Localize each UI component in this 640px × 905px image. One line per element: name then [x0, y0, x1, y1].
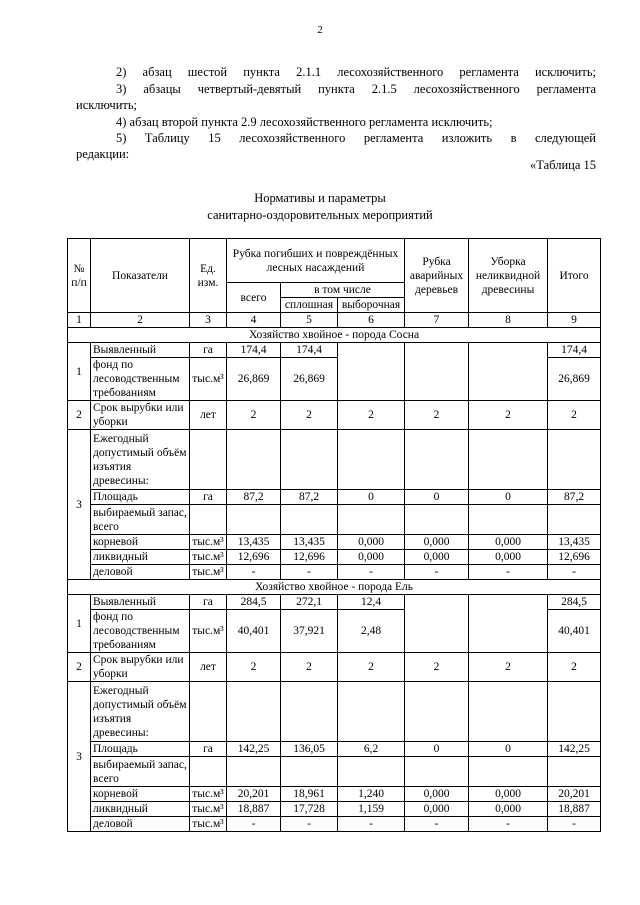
row-number: 2 [68, 653, 91, 682]
unit-cell: тыс.м³ [190, 550, 227, 565]
unit-cell: га [190, 742, 227, 757]
unit-cell: га [190, 343, 227, 358]
paragraph-5-line1: 5) Таблицу 15 лесохозяйственного регламента изложить в следующей [116, 131, 596, 145]
data-cell: 87,2 [281, 490, 338, 505]
data-cell: - [281, 817, 338, 832]
data-cell: 12,696 [548, 550, 601, 565]
data-cell: 20,201 [227, 787, 281, 802]
label-area: Площадь [91, 490, 190, 505]
data-cell: 0 [405, 742, 469, 757]
data-cell [338, 343, 405, 401]
data-cell: 1,240 [338, 787, 405, 802]
data-cell: 13,435 [548, 535, 601, 550]
col-number: 1 [68, 313, 91, 328]
data-cell: 142,25 [548, 742, 601, 757]
col-number: 5 [281, 313, 338, 328]
data-cell: - [548, 565, 601, 580]
data-cell: 2 [469, 401, 548, 430]
header-including: в том числе [281, 283, 405, 298]
unit-cell: тыс.м³ [190, 535, 227, 550]
row-number: 1 [68, 343, 91, 401]
data-cell: - [405, 817, 469, 832]
data-cell: 2 [338, 401, 405, 430]
data-cell: 0 [338, 490, 405, 505]
row-number: 3 [68, 682, 91, 832]
data-cell: 0,000 [469, 802, 548, 817]
data-cell: 37,921 [281, 610, 338, 653]
data-cell: 1,159 [338, 802, 405, 817]
data-cell: 136,05 [281, 742, 338, 757]
label-term: Срок вырубки или уборки [91, 401, 190, 430]
data-cell: 0,000 [469, 550, 548, 565]
page-number: 2 [317, 24, 323, 36]
data-cell: 0 [469, 490, 548, 505]
label-found-cont: фонд по лесоводственным требованиям [91, 358, 190, 401]
col-number: 2 [91, 313, 190, 328]
unit-cell: тыс.м³ [190, 565, 227, 580]
data-cell [469, 595, 548, 653]
paragraph-3-line2: исключить; [76, 98, 138, 112]
col-number: 4 [227, 313, 281, 328]
data-cell [405, 595, 469, 653]
unit-cell: тыс.м³ [190, 787, 227, 802]
unit-cell: тыс.м³ [190, 610, 227, 653]
col-number: 8 [469, 313, 548, 328]
header-selective: выборочная [338, 298, 405, 313]
data-cell: - [338, 565, 405, 580]
data-cell: 284,5 [227, 595, 281, 610]
data-cell: 17,728 [281, 802, 338, 817]
label-liquid: ликвидный [91, 550, 190, 565]
data-cell: 26,869 [227, 358, 281, 401]
data-cell: 174,4 [281, 343, 338, 358]
data-cell: 2 [548, 401, 601, 430]
table-caption: «Таблица 15 [530, 158, 596, 172]
data-cell: - [405, 565, 469, 580]
data-cell: 12,4 [338, 595, 405, 610]
row-number: 2 [68, 401, 91, 430]
data-cell: 13,435 [227, 535, 281, 550]
data-cell: 18,961 [281, 787, 338, 802]
data-cell: 2 [227, 401, 281, 430]
data-cell: 2 [469, 653, 548, 682]
data-cell: 0,000 [469, 787, 548, 802]
unit-cell: тыс.м³ [190, 358, 227, 401]
unit-cell: лет [190, 653, 227, 682]
label-liquid: ликвидный [91, 802, 190, 817]
data-cell: 2,48 [338, 610, 405, 653]
data-cell: 13,435 [281, 535, 338, 550]
header-felling: Рубка погибших и повреждённых лесных насаждений [227, 239, 405, 283]
data-cell: 142,25 [227, 742, 281, 757]
paragraph-2: 2) абзац шестой пункта 2.1.1 лесохозяйственного регламента исключить; [116, 65, 596, 79]
data-cell: 18,887 [227, 802, 281, 817]
data-cell: - [338, 817, 405, 832]
data-cell: 174,4 [548, 343, 601, 358]
data-cell: 0,000 [338, 535, 405, 550]
data-cell: 12,696 [281, 550, 338, 565]
col-number: 3 [190, 313, 227, 328]
data-cell: 20,201 [548, 787, 601, 802]
col-number: 7 [405, 313, 469, 328]
unit-cell: га [190, 490, 227, 505]
table-title-line2: санитарно-оздоровительных мероприятий [207, 208, 433, 222]
data-cell: 40,401 [227, 610, 281, 653]
unit-cell: лет [190, 401, 227, 430]
data-cell: 18,887 [548, 802, 601, 817]
section-title: Хозяйство хвойное - порода Ель [68, 580, 601, 595]
section-title: Хозяйство хвойное - порода Сосна [68, 328, 601, 343]
data-cell: 0,000 [405, 802, 469, 817]
header-clear: сплошная [281, 298, 338, 313]
data-cell: 0,000 [338, 550, 405, 565]
label-business: деловой [91, 565, 190, 580]
data-cell: 87,2 [548, 490, 601, 505]
label-business: деловой [91, 817, 190, 832]
data-cell: 6,2 [338, 742, 405, 757]
label-root: корневой [91, 787, 190, 802]
label-stock: выбираемый запас, всего [91, 757, 190, 787]
data-cell: 0,000 [405, 550, 469, 565]
data-cell: 2 [281, 653, 338, 682]
data-cell: 2 [227, 653, 281, 682]
paragraph-4: 4) абзац второй пункта 2.9 лесохозяйственного регламента исключить; [116, 115, 493, 129]
paragraph-3-line1: 3) абзацы четвертый-девятый пункта 2.1.5 лесохозяйственного регламента [116, 82, 596, 96]
header-total: Итого [548, 239, 601, 313]
row-number: 3 [68, 430, 91, 580]
label-annual: Ежегодный допустимый объём изъятия древесины: [91, 682, 190, 742]
row-number: 1 [68, 595, 91, 653]
data-cell: 0,000 [405, 535, 469, 550]
data-cell: - [548, 817, 601, 832]
label-found: Выявленный [91, 595, 190, 610]
header-unit: Ед. изм. [190, 239, 227, 313]
data-cell: - [227, 565, 281, 580]
header-num: № п/п [68, 239, 91, 313]
data-cell: - [227, 817, 281, 832]
data-cell: 0 [469, 742, 548, 757]
data-cell: - [469, 817, 548, 832]
col-number: 9 [548, 313, 601, 328]
paragraph-5-line2: редакции: [76, 147, 130, 161]
label-area: Площадь [91, 742, 190, 757]
col-number: 6 [338, 313, 405, 328]
header-cleanup: Уборка неликвидной древесины [469, 239, 548, 313]
header-emergency: Рубка аварийных деревьев [405, 239, 469, 313]
data-cell: 12,696 [227, 550, 281, 565]
data-cell: 40,401 [548, 610, 601, 653]
data-cell: - [469, 565, 548, 580]
header-indicators: Показатели [91, 239, 190, 313]
label-term: Срок вырубки или уборки [91, 653, 190, 682]
data-cell: 87,2 [227, 490, 281, 505]
data-cell: 2 [281, 401, 338, 430]
data-cell: 26,869 [548, 358, 601, 401]
data-cell: 2 [405, 653, 469, 682]
data-cell: 0,000 [405, 787, 469, 802]
unit-cell: тыс.м³ [190, 802, 227, 817]
data-cell: 272,1 [281, 595, 338, 610]
header-total-all: всего [227, 283, 281, 313]
label-found-cont: фонд по лесоводственным требованиям [91, 610, 190, 653]
data-cell: - [281, 565, 338, 580]
data-cell: 284,5 [548, 595, 601, 610]
data-cell: 2 [548, 653, 601, 682]
data-cell: 174,4 [227, 343, 281, 358]
data-cell [469, 343, 548, 401]
label-annual: Ежегодный допустимый объём изъятия древесины: [91, 430, 190, 490]
data-cell: 0,000 [469, 535, 548, 550]
norms-table [67, 238, 601, 832]
data-cell: 2 [338, 653, 405, 682]
data-cell: 0 [405, 490, 469, 505]
table-title-line1: Нормативы и параметры [254, 191, 386, 205]
label-stock: выбираемый запас, всего [91, 505, 190, 535]
data-cell [405, 343, 469, 401]
data-cell: 2 [405, 401, 469, 430]
table-title [0, 190, 640, 224]
unit-cell: га [190, 595, 227, 610]
data-cell: 26,869 [281, 358, 338, 401]
label-found: Выявленный [91, 343, 190, 358]
unit-cell: тыс.м³ [190, 817, 227, 832]
label-root: корневой [91, 535, 190, 550]
